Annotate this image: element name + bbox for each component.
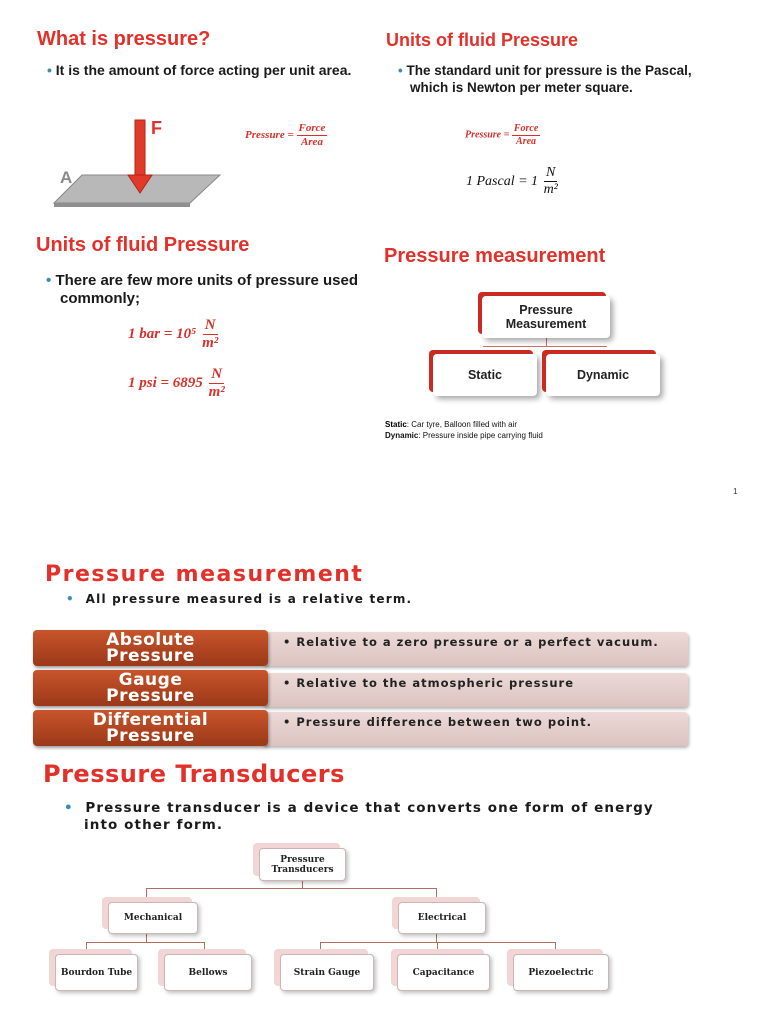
s1-bullet-text: All pressure measured is a relative term.: [85, 592, 413, 606]
pressure-measurement-title-2: Pressure measurement: [45, 562, 364, 587]
psi-formula: [128, 367, 227, 400]
capacitance-box: Capacitance: [397, 954, 490, 991]
pressure-transducers-box: Pressure Transducers: [259, 848, 346, 881]
q2-pressure-formula: [465, 124, 540, 147]
q1-bullet-text: It is the amount of force acting per unit area.: [55, 62, 352, 78]
psi-lhs: 1 psi = 6895: [128, 375, 203, 392]
row-label-line2: Pressure: [106, 646, 195, 666]
electrical-box: Electrical: [398, 902, 486, 934]
what-is-pressure-title: What is pressure?: [37, 28, 211, 50]
row-label-line1: Differential: [92, 710, 209, 730]
units-title-2: Units of fluid Pressure: [36, 234, 250, 256]
s2-bullet: [64, 800, 684, 834]
area-label-a: A: [60, 168, 73, 187]
dynamic-note-label: Dynamic: [385, 431, 419, 440]
tree-connector: [436, 934, 437, 942]
pressure-measurement-title-1: Pressure measurement: [384, 245, 606, 267]
bullet-icon: •: [66, 592, 75, 606]
differential-description: • Pressure difference between two point.: [263, 712, 688, 746]
tree-connector: [86, 942, 87, 952]
q2-bullet-text: The standard unit for pressure is the Pascal, which is Newton per meter square.: [406, 63, 692, 95]
force-label-f: F: [151, 118, 162, 138]
pressure-transducers-title: Pressure Transducers: [43, 760, 345, 788]
row-label-line2: Pressure: [106, 686, 195, 706]
dynamic-box: Dynamic: [546, 354, 660, 396]
s2-bullet-text: Pressure transducer is a device that converts one form of energy into other form.: [84, 800, 654, 833]
q3-bullet: [44, 272, 384, 308]
force-area-illustration: [50, 115, 230, 210]
units-title-1: Units of fluid Pressure: [386, 30, 579, 50]
formula-den: Area: [516, 135, 537, 147]
bellows-box: Bellows: [164, 954, 252, 991]
tree-connector: [146, 888, 436, 889]
formula-lhs: Pressure =: [245, 128, 294, 141]
formula-num: Force: [298, 122, 326, 134]
piezoelectric-box: Piezoelectric: [513, 954, 609, 991]
pascal-formula: [466, 166, 560, 197]
absolute-description: • Relative to a zero pressure or a perfect vacuum.: [263, 632, 688, 666]
bullet-icon: •: [398, 63, 403, 78]
mechanical-box: Mechanical: [108, 902, 198, 934]
pressure-measurement-box: Pressure Measurement: [482, 296, 610, 338]
bar-den: m²: [202, 334, 219, 351]
page-number: 1: [733, 487, 738, 496]
strain-gauge-box: Strain Gauge: [280, 954, 374, 991]
bullet-icon: •: [46, 272, 52, 289]
differential-pressure-label: [33, 710, 268, 746]
formula-den: Area: [300, 135, 323, 148]
q3-bullet-text: There are few more units of pressure used commonly;: [55, 272, 359, 307]
tree-connector: [437, 942, 438, 952]
dynamic-note-text: : Pressure inside pipe carrying fluid: [418, 431, 543, 440]
row-label-line1: Absolute: [106, 630, 195, 650]
static-note: [385, 419, 543, 430]
bar-lhs: 1 bar = 10⁵: [128, 326, 197, 343]
tree-connector: [320, 942, 321, 952]
psi-den: m²: [208, 383, 225, 400]
q2-bullet: [396, 62, 696, 96]
bourdon-tube-box: Bourdon Tube: [55, 954, 138, 991]
measurement-notes: [385, 419, 543, 441]
tree-connector: [436, 888, 437, 900]
bullet-icon: •: [47, 62, 52, 78]
pascal-num: N: [546, 165, 556, 180]
formula-num: Force: [513, 123, 539, 134]
connector-line: [483, 346, 607, 347]
q1-bullet: [45, 62, 385, 79]
s1-bullet: [66, 592, 412, 606]
dynamic-note: [385, 430, 543, 441]
row-label-line2: Pressure: [106, 726, 195, 746]
tree-connector: [86, 942, 204, 943]
bullet-icon: •: [64, 800, 74, 816]
static-box: Static: [433, 354, 537, 396]
q1-pressure-formula: [245, 123, 327, 148]
gauge-pressure-label: [33, 670, 268, 706]
psi-num: N: [211, 366, 223, 382]
static-note-label: Static: [385, 420, 407, 429]
pascal-lhs: 1 Pascal = 1: [466, 173, 539, 189]
gauge-description: • Relative to the atmospheric pressure: [263, 673, 688, 707]
tree-connector: [204, 942, 205, 952]
tree-connector: [146, 934, 147, 942]
tree-connector: [555, 942, 556, 952]
bar-num: N: [204, 317, 216, 333]
static-note-text: : Car tyre, Balloon filled with air: [406, 420, 518, 429]
tree-connector: [146, 888, 147, 900]
formula-lhs: Pressure =: [465, 129, 510, 141]
pascal-den: m²: [543, 181, 558, 197]
row-label-line1: Gauge: [118, 670, 183, 690]
absolute-pressure-label: [33, 630, 268, 666]
bar-formula: [128, 318, 220, 351]
